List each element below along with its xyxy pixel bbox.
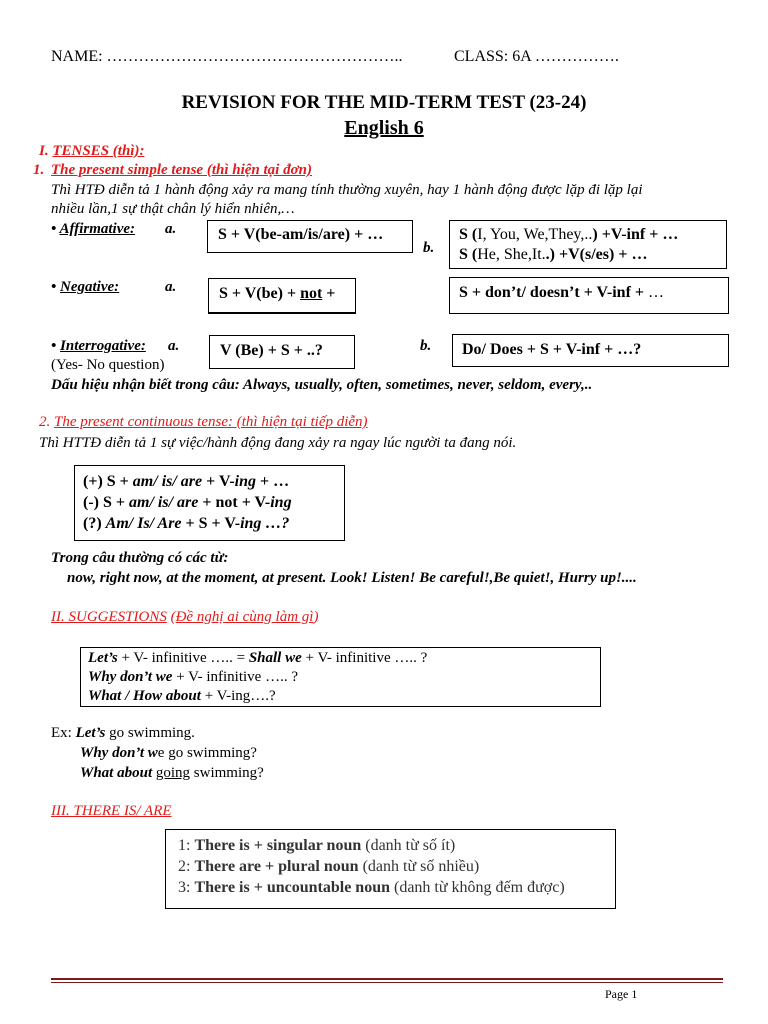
- formula-line: (+) S + am/ is/ are + V-ing + …: [83, 473, 290, 490]
- affirmative-box-a: [207, 220, 413, 253]
- formula-line: (-) S + am/ is/ are + not + V-ing: [83, 494, 292, 511]
- simple-tense-heading: [33, 162, 312, 179]
- affirmative-text: Affirmative:: [59, 221, 136, 237]
- suggestion-line: Why don’t we + V- infinitive ….. ?: [88, 669, 298, 685]
- negative-box-b: S + don’t/ doesn’t + V-inf + …: [449, 277, 729, 314]
- footer-rule-thin: [51, 982, 723, 983]
- section-tenses-heading: [39, 143, 144, 160]
- page-subtitle: English 6: [344, 117, 424, 139]
- section-title: TENSES (thì):: [52, 143, 145, 159]
- negative-a: a.: [165, 279, 177, 295]
- affirmative-box-b: [449, 220, 727, 269]
- continuous-title: The present continuous tense: (thì hiện tại tiếp diễn): [54, 414, 368, 430]
- interrogative-label: [51, 338, 146, 355]
- interrogative-text: Interrogative:: [60, 338, 146, 354]
- negative-box-a: S + V(be) + not +: [208, 278, 356, 314]
- bullet-icon: •: [51, 338, 57, 354]
- simple-desc-1: Thì HTĐ diễn tả 1 hành động xảy ra mang tính thường xuyên, hay 1 hành động được lặp đi lặp lại: [51, 182, 643, 198]
- continuous-words: now, right now, at the moment, at present. Look! Listen! Be careful!,Be quiet!, Hurry up!....: [67, 570, 637, 586]
- there-box: [165, 829, 616, 909]
- suggestion-line: Let’s + V- infinitive ….. = Shall we + V- infinitive ….. ?: [88, 650, 428, 666]
- continuous-num: 2.: [39, 414, 51, 430]
- interrogative-box-a: V (Be) + S + ..?: [209, 335, 355, 369]
- continuous-formula-box: [74, 465, 345, 541]
- continuous-heading: [39, 414, 368, 431]
- negative-text: Negative:: [60, 279, 120, 295]
- simple-num: 1.: [33, 162, 45, 178]
- formula-line: S (I, You, We,They,..) +V-inf + …: [459, 226, 679, 243]
- section-num: I.: [39, 143, 49, 159]
- class-line: CLASS: 6A …………….: [454, 48, 619, 65]
- example-2: Why don’t we go swimming?: [80, 745, 257, 761]
- continuous-desc: Thì HTTĐ diễn tả 1 sự việc/hành động đang xảy ra ngay lúc người ta đang nói.: [39, 435, 517, 451]
- simple-signs: Dấu hiệu nhận biết trong câu: Always, usually, often, sometimes, never, seldom, every,..: [51, 377, 593, 393]
- page-number: Page 1: [605, 987, 638, 1001]
- interrogative-box-b: Do/ Does + S + V-inf + …?: [452, 334, 729, 367]
- continuous-words-title: Trong câu thường có các từ:: [51, 550, 229, 566]
- footer-rule: [51, 978, 723, 980]
- example-1: Ex: Let’s go swimming.: [51, 725, 195, 741]
- formula: S + V(be-am/is/are) + …: [218, 226, 384, 243]
- affirmative-b: b.: [423, 240, 435, 256]
- suggestions-title: II. SUGGESTIONS: [51, 609, 167, 625]
- there-heading: III. THERE IS/ ARE: [51, 803, 172, 819]
- suggestion-line: What / How about + V-ing….?: [88, 688, 276, 704]
- affirmative-a: a.: [165, 221, 177, 237]
- formula-line: (?) Am/ Is/ Are + S + V-ing …?: [83, 515, 290, 532]
- affirmative-label: [51, 221, 135, 238]
- simple-desc-2: nhiều lần,1 sự thật chân lý hiển nhiên,…: [51, 201, 295, 217]
- suggestions-vi: Đề nghị ai cùng làm gì: [175, 609, 314, 625]
- page-title: REVISION FOR THE MID-TERM TEST (23-24): [181, 92, 587, 113]
- negative-label: [51, 279, 119, 296]
- interrogative-a: a.: [168, 338, 180, 354]
- simple-title: The present simple tense (thì hiện tại đơn): [51, 162, 312, 178]
- example-3: What about going swimming?: [80, 765, 264, 781]
- there-line: 1: There is + singular noun (danh từ số ít): [178, 837, 456, 854]
- interrogative-b: b.: [420, 338, 432, 354]
- suggestions-box: [80, 647, 601, 707]
- bullet-icon: •: [51, 221, 57, 237]
- bullet-icon: •: [51, 279, 57, 295]
- formula-line: S (He, She,It..) +V(s/es) + …: [459, 246, 648, 263]
- suggestions-heading: II. SUGGESTIONS (Đề nghị ai cùng làm gì): [51, 609, 319, 625]
- name-line: NAME: ………………………………………………..: [51, 48, 403, 65]
- there-line: 2: There are + plural noun (danh từ số nhiều): [178, 858, 480, 875]
- interrogative-note: (Yes- No question): [51, 357, 165, 373]
- there-line: 3: There is + uncountable noun (danh từ không đếm được): [178, 879, 565, 896]
